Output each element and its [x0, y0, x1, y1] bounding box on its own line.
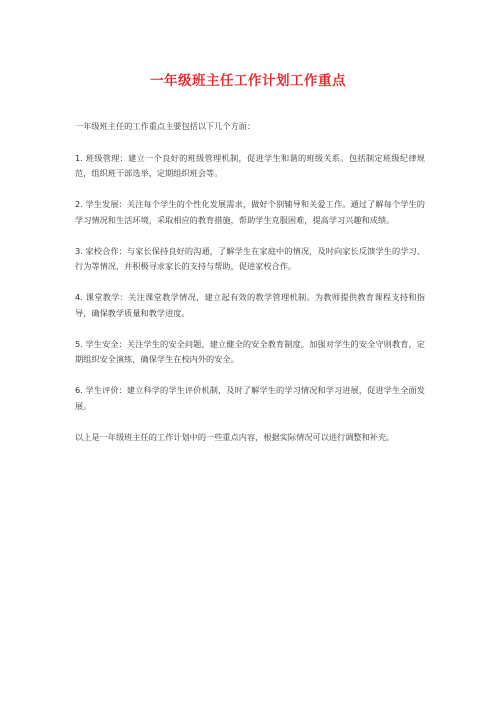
intro-paragraph: 一年级班主任的工作重点主要包括以下几个方面：	[75, 121, 256, 131]
document-body	[75, 119, 425, 461]
item-home-school-cooperation: 3. 家校合作：与家长保持良好的沟通，了解学生在家庭中的情况，及时向家长反馈学生的学习、行为等情况，并积极寻求家长的支持与帮助，促进家校合作。	[75, 245, 425, 271]
item-student-development: 2. 学生发展：关注每个学生的个性化发展需求，做好个别辅导和关爱工作。通过了解每个学生的学习情况和生活环境，采取相应的教育措施，帮助学生克服困难，提高学习兴趣和成绩。	[75, 199, 425, 225]
item-student-evaluation: 6. 学生评价：建立科学的学生评价机制，及时了解学生的学习情况和学习进展，促进学生全面发展。	[75, 385, 425, 411]
conclusion-paragraph: 以上是一年级班主任的工作计划中的一些重点内容，根据实际情况可以进行调整和补充。	[75, 431, 395, 442]
item-student-safety: 5. 学生安全：关注学生的安全问题，建立健全的安全教育制度。加强对学生的安全守则教育，定期组织安全演练，确保学生在校内外的安全。	[75, 338, 425, 364]
item-classroom-teaching: 4. 课堂教学：关注课堂教学情况，建立起有效的教学管理机制。为教师提供教育课程支持和指导，确保教学质量和教学进度。	[75, 292, 425, 318]
item-class-management: 1. 班级管理：建立一个良好的班级管理机制，促进学生和谐的班级关系。包括制定班级纪律规范，组织班干部选举，定期组织班会等。	[75, 152, 425, 178]
document-title: 一年级班主任工作计划工作重点	[150, 73, 346, 89]
